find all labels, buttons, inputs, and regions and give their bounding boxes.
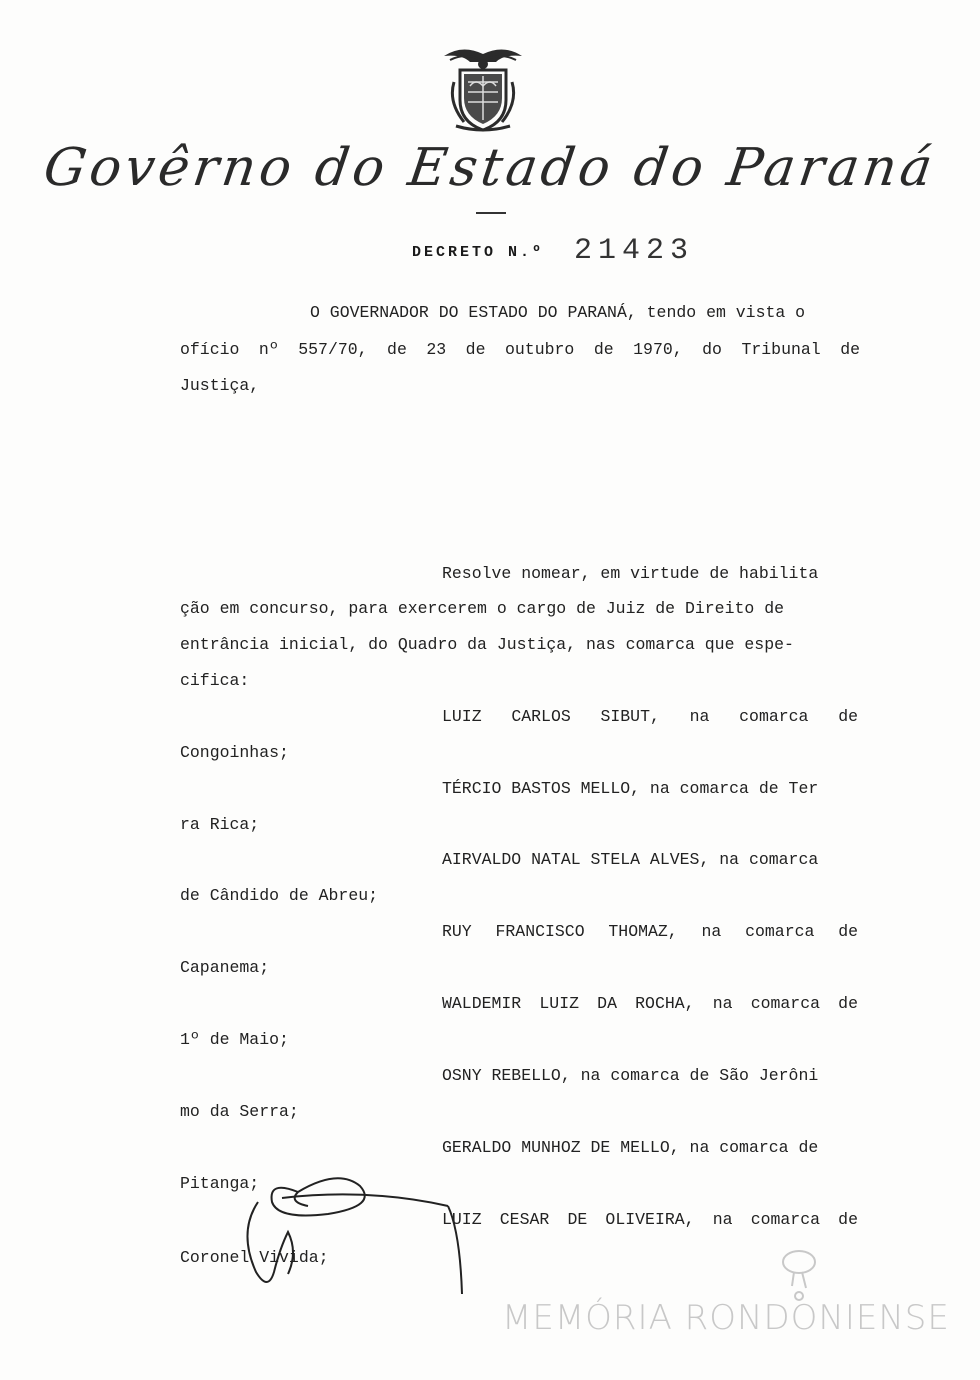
appointment-name-line: LUIZ CESAR DE OLIVEIRA, na comarca de xyxy=(442,1210,858,1229)
letterhead-title: Govêrno do Estado do Paraná xyxy=(40,138,940,198)
appointment-name-line: WALDEMIR LUIZ DA ROCHA, na comarca de xyxy=(442,994,858,1013)
title-divider xyxy=(476,212,506,214)
appointment-name-line: OSNY REBELLO, na comarca de São Jerôni xyxy=(442,1066,819,1085)
appointment-district-line: ra Rica; xyxy=(180,815,260,834)
appointment-district-line: Pitanga; xyxy=(180,1174,260,1193)
appointment-district-line: mo da Serra; xyxy=(180,1102,299,1121)
preamble-line: ofício nº 557/70, de 23 de outubro de 1970, do Tribunal de xyxy=(180,340,860,359)
resolution-line: ção em concurso, para exercerem o cargo de Juiz de Direito de xyxy=(180,599,784,618)
watermark-text: MEMÓRIA RONDONIENSE xyxy=(502,1298,950,1338)
appointment-district-line: de Cândido de Abreu; xyxy=(180,886,379,905)
decree-number: 21423 xyxy=(574,234,695,268)
appointment-name-line: LUIZ CARLOS SIBUT, na comarca de xyxy=(442,707,858,726)
preamble-line: O GOVERNADOR DO ESTADO DO PARANÁ, tendo em vista o xyxy=(310,303,806,322)
handwritten-signature xyxy=(228,1162,468,1302)
appointment-district-line: 1º de Maio; xyxy=(180,1030,289,1049)
watermark-logo-icon xyxy=(776,1240,822,1304)
resolution-line: cifica: xyxy=(180,671,250,690)
state-coat-of-arms-icon xyxy=(440,42,526,134)
appointment-district-line: Coronel Vivida; xyxy=(180,1248,329,1267)
decree-label: DECRETO N.º xyxy=(412,244,545,261)
resolution-line: entrância inicial, do Quadro da Justiça, nas comarca que espe- xyxy=(180,635,794,654)
appointment-name-line: GERALDO MUNHOZ DE MELLO, na comarca de xyxy=(442,1138,819,1157)
appointment-district-line: Capanema; xyxy=(180,958,270,977)
appointment-name-line: TÉRCIO BASTOS MELLO, na comarca de Ter xyxy=(442,779,819,798)
resolution-line: Resolve nomear, em virtude de habilita xyxy=(442,564,819,583)
appointment-name-line: RUY FRANCISCO THOMAZ, na comarca de xyxy=(442,922,858,941)
appointment-district-line: Congoinhas; xyxy=(180,743,289,762)
appointment-name-line: AIRVALDO NATAL STELA ALVES, na comarca xyxy=(442,850,819,869)
preamble-line: Justiça, xyxy=(180,376,260,395)
